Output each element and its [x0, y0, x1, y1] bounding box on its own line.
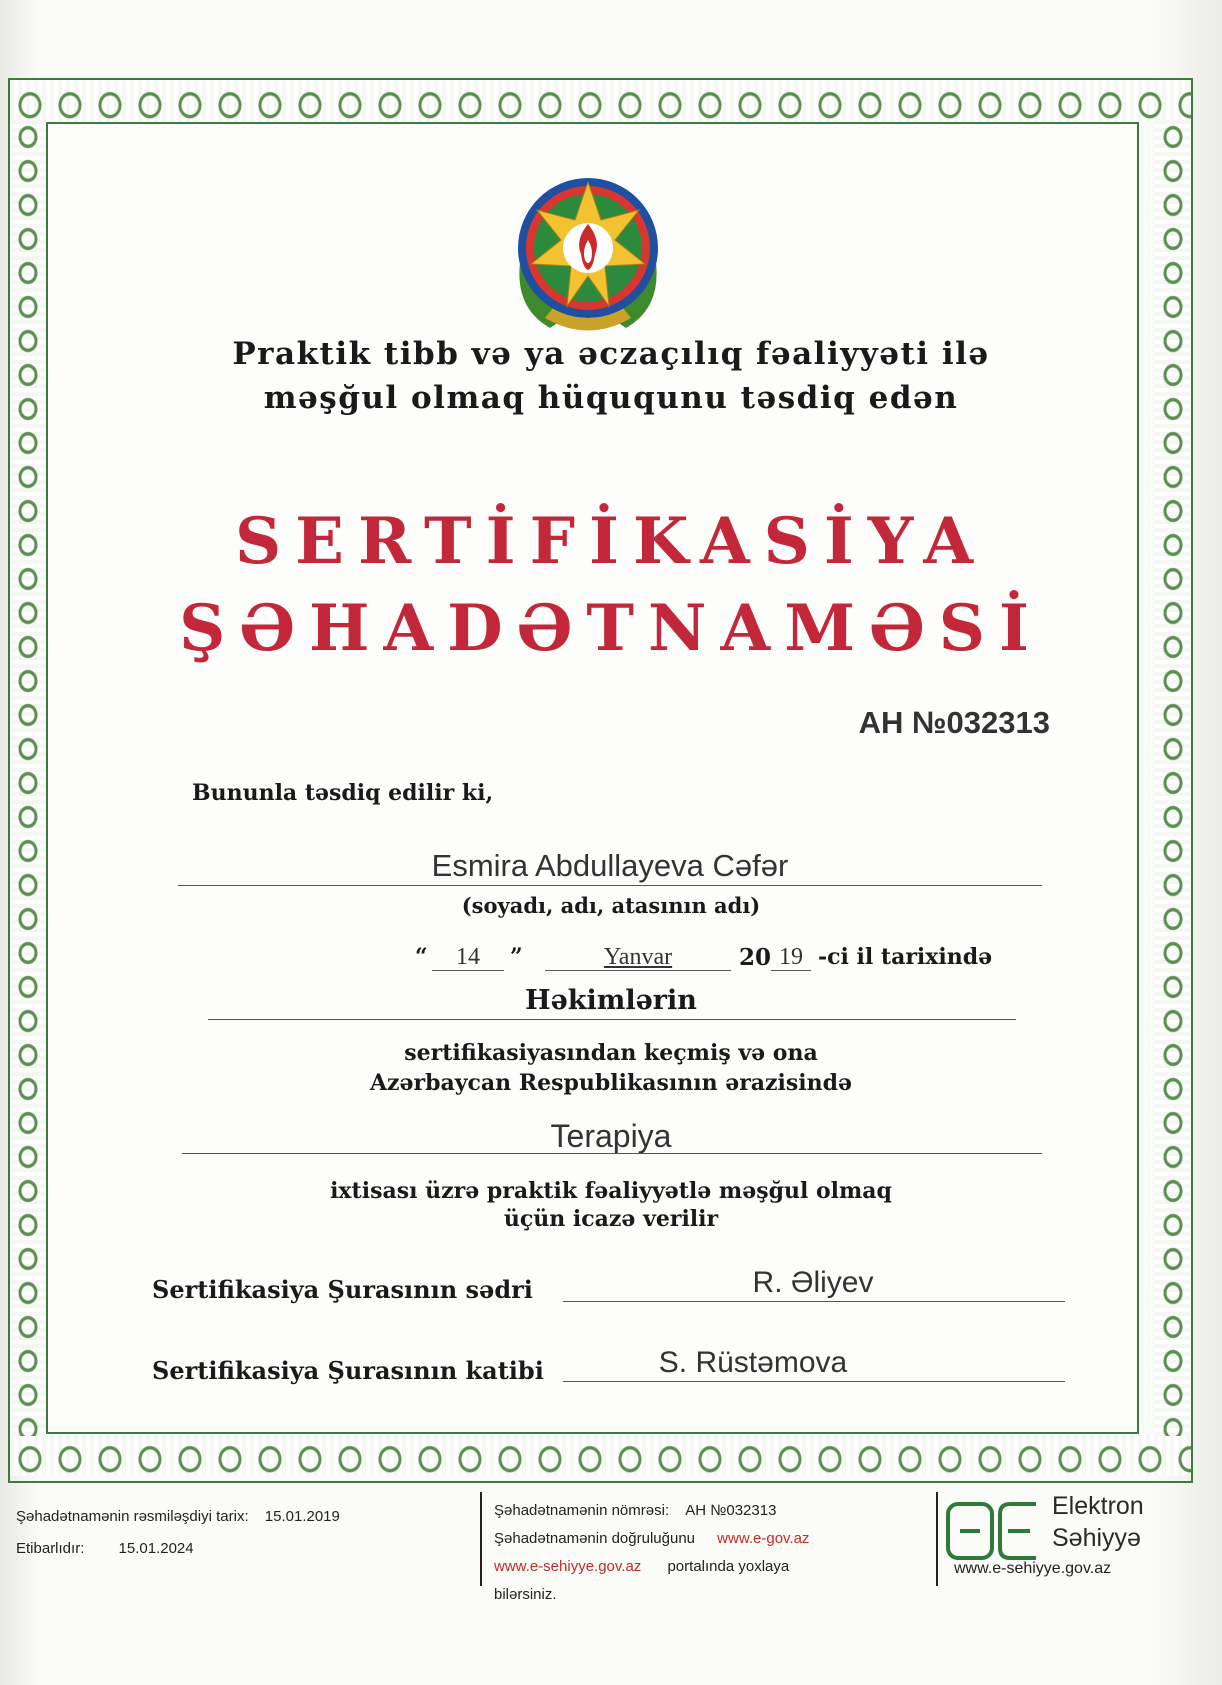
- footer-portal-row: [494, 1558, 789, 1575]
- number-label: Şəhadətnamənin nömrəsi:: [494, 1502, 670, 1519]
- middle-line-1: sertifikasiyasından keçmiş və ona: [404, 1040, 818, 1066]
- valid-value: 15.01.2024: [118, 1540, 194, 1557]
- person-name: Esmira Abdullayeva Cəfər: [431, 848, 789, 883]
- secretary-name: S. Rüstəmova: [658, 1346, 848, 1379]
- state-emblem-icon: [505, 168, 671, 340]
- subtitle-line-2: məşğul olmaq hüququnu təsdiq edən: [263, 380, 959, 416]
- chairman-underline: [563, 1301, 1065, 1302]
- name-underline: [178, 885, 1042, 886]
- secretary-underline: [563, 1381, 1065, 1382]
- ornament-band-left: [10, 120, 46, 1436]
- category: Həkimlərin: [525, 985, 697, 1016]
- portal-text: portalında yoxlaya: [667, 1558, 790, 1575]
- ornament-band-right: [1155, 120, 1191, 1436]
- name-caption: (soyadı, adı, atasının adı): [461, 893, 761, 918]
- date-open-quote: “: [415, 944, 428, 970]
- ornament-band-bottom: [10, 1434, 1191, 1476]
- date-close-quote: ”: [510, 944, 523, 970]
- can-text: bilərsiniz.: [494, 1586, 557, 1603]
- url-esehiyye-link[interactable]: www.e-sehiyye.gov.az: [494, 1558, 642, 1575]
- title-line-1: SERTİFİKASİYA: [234, 504, 988, 579]
- logo-text-line-2: Səhiyyə: [1052, 1524, 1141, 1552]
- url-egov-link[interactable]: www.e-gov.az: [717, 1530, 810, 1547]
- permission-line-1: ixtisası üzrə praktik fəaliyyətlə məşğul olmaq: [330, 1178, 892, 1204]
- subtitle-line-1: Praktik tibb və ya əczaçılıq fəaliyyəti ilə: [232, 336, 990, 372]
- issued-label: Şəhadətnamənin rəsmiləşdiyi tarix:: [16, 1508, 249, 1525]
- footer-number-row: [494, 1502, 776, 1519]
- issued-date-row: [16, 1508, 340, 1525]
- day-underline: [432, 970, 504, 971]
- middle-line-2: Azərbaycan Respublikasının ərazisində: [369, 1070, 853, 1096]
- title-line-2: ŞƏHADƏTNAMƏSİ: [179, 591, 1043, 666]
- date-tail: -ci il tarixində: [818, 944, 993, 970]
- ornament-band-top: [10, 80, 1191, 122]
- permission-line-2: üçün icazə verilir: [503, 1206, 719, 1232]
- footer-separator-2: [936, 1492, 938, 1586]
- date-year-suffix: 19: [779, 944, 803, 970]
- specialty-underline: [182, 1153, 1042, 1154]
- category-underline: [208, 1019, 1016, 1020]
- date-day: 14: [456, 944, 480, 970]
- chairman-label: Sertifikasiya Şurasının sədri: [152, 1275, 533, 1304]
- issued-value: 15.01.2019: [264, 1508, 340, 1525]
- specialty: Terapiya: [550, 1118, 672, 1154]
- verify-text: Şəhadətnamənin doğruluğunu: [494, 1530, 695, 1547]
- year-underline: [771, 970, 811, 971]
- number-value: AH №032313: [685, 1502, 777, 1519]
- footer-verify-row: [494, 1530, 809, 1547]
- month-underline: [545, 970, 731, 971]
- date-year-prefix: 20: [739, 944, 772, 971]
- chairman-name: R. Əliyev: [752, 1266, 874, 1299]
- logo-url: www.e-sehiyye.gov.az: [954, 1560, 1112, 1577]
- footer-separator-1: [480, 1492, 482, 1586]
- serial-number: AH №032313: [858, 705, 1050, 740]
- logo-text-line-1: Elektron: [1052, 1492, 1144, 1520]
- e-sehiyye-logo-icon: [946, 1500, 1046, 1562]
- intro-text: Bununla təsdiq edilir ki,: [192, 780, 494, 806]
- secretary-label: Sertifikasiya Şurasının katibi: [152, 1356, 544, 1385]
- valid-label: Etibarlıdır:: [16, 1540, 85, 1557]
- date-month: Yanvar: [603, 944, 673, 970]
- valid-until-row: [16, 1540, 194, 1557]
